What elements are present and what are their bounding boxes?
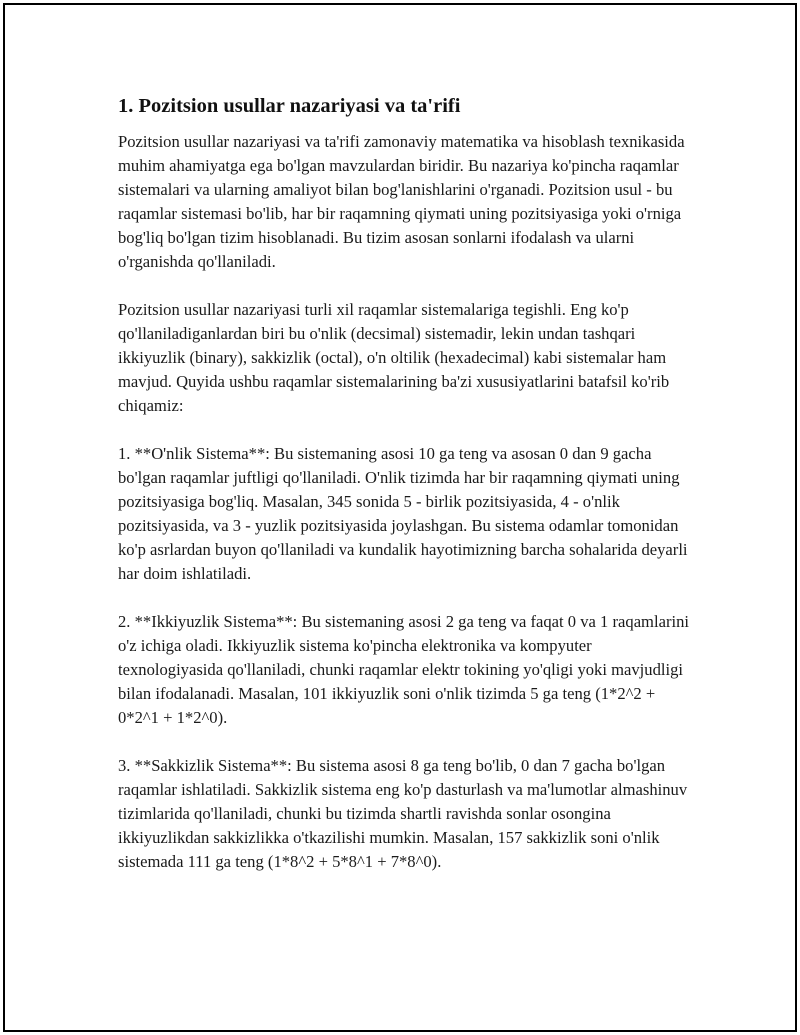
paragraph-intro: Pozitsion usullar nazariyasi va ta'rifi zamonaviy matematika va hisoblash texnikasida muhim ahamiyatga ega bo'lgan mavzulardan biridir. Bu nazariya ko'pincha raqamlar sistemalari va ularning amaliyot bilan bog'lanishlarini o'rganadi. Pozitsion usul - bu raqamlar sistemasi bo'lib, har bir raqamning qiymati uning pozitsiyasiga yoki o'rniga bog'liq bo'lgan tizim hisoblanadi. Bu tizim asosan sonlarni ifodalash va ularni o'rganishda qo'llaniladi. [118, 132, 685, 271]
section-heading: 1. Pozitsion usullar nazariyasi va ta'rifi [118, 95, 461, 117]
document-body [118, 92, 698, 898]
paragraph-decimal-system: 1. **O'nlik Sistema**: Bu sistemaning asosi 10 ga teng va asosan 0 dan 9 gacha bo'lgan raqamlar juftligi qo'llaniladi. O'nlik tizimda har bir raqamning qiymati uning pozitsiyasiga bog'liq. Masalan, 345 sonida 5 - birlik pozitsiyasida, 4 - o'nlik pozitsiyasida, va 3 - yuzlik pozitsiyasida joylashgan. Bu sistema odamlar tomonidan ko'p asrlardan buyon qo'llaniladi va kundalik hayotimizning barcha sohalarida deyarli har doim ishlatiladi. [118, 444, 688, 583]
paragraph-binary-system: 2. **Ikkiyuzlik Sistema**: Bu sistemaning asosi 2 ga teng va faqat 0 va 1 raqamlarini o'z ichiga oladi. Ikkiyuzlik sistema ko'pincha elektronika va kompyuter texnologiyasida qo'llaniladi, chunki raqamlar elektr tokining yo'qligi yoki mavjudligi bilan ifodalanadi. Masalan, 101 ikkiyuzlik soni o'nlik tizimda 5 ga teng (1*2^2 + 0*2^1 + 1*2^0). [118, 612, 689, 727]
paragraph-systems-overview: Pozitsion usullar nazariyasi turli xil raqamlar sistemalariga tegishli. Eng ko'p qo'llaniladiganlardan biri bu o'nlik (decsimal) sistemadir, lekin undan tashqari ikkiyuzlik (binary), sakkizlik (octal), o'n oltilik (hexadecimal) kabi sistemalar ham mavjud. Quyida ushbu raqamlar sistemalarining ba'zi xususiyatlarini batafsil ko'rib chiqamiz: [118, 300, 670, 415]
paragraph-octal-system: 3. **Sakkizlik Sistema**: Bu sistema asosi 8 ga teng bo'lib, 0 dan 7 gacha bo'lgan raqamlar ishlatiladi. Sakkizlik sistema eng ko'p dasturlash va ma'lumotlar almashinuv tizimlarida qo'llaniladi, chunki bu tizimda shartli ravishda sonlar osongina ikkiyuzlikdan sakkizlikka o'tkazilishi mumkin. Masalan, 157 sakkizlik soni o'nlik sistemada 111 ga teng (1*8^2 + 5*8^1 + 7*8^0). [118, 756, 688, 871]
